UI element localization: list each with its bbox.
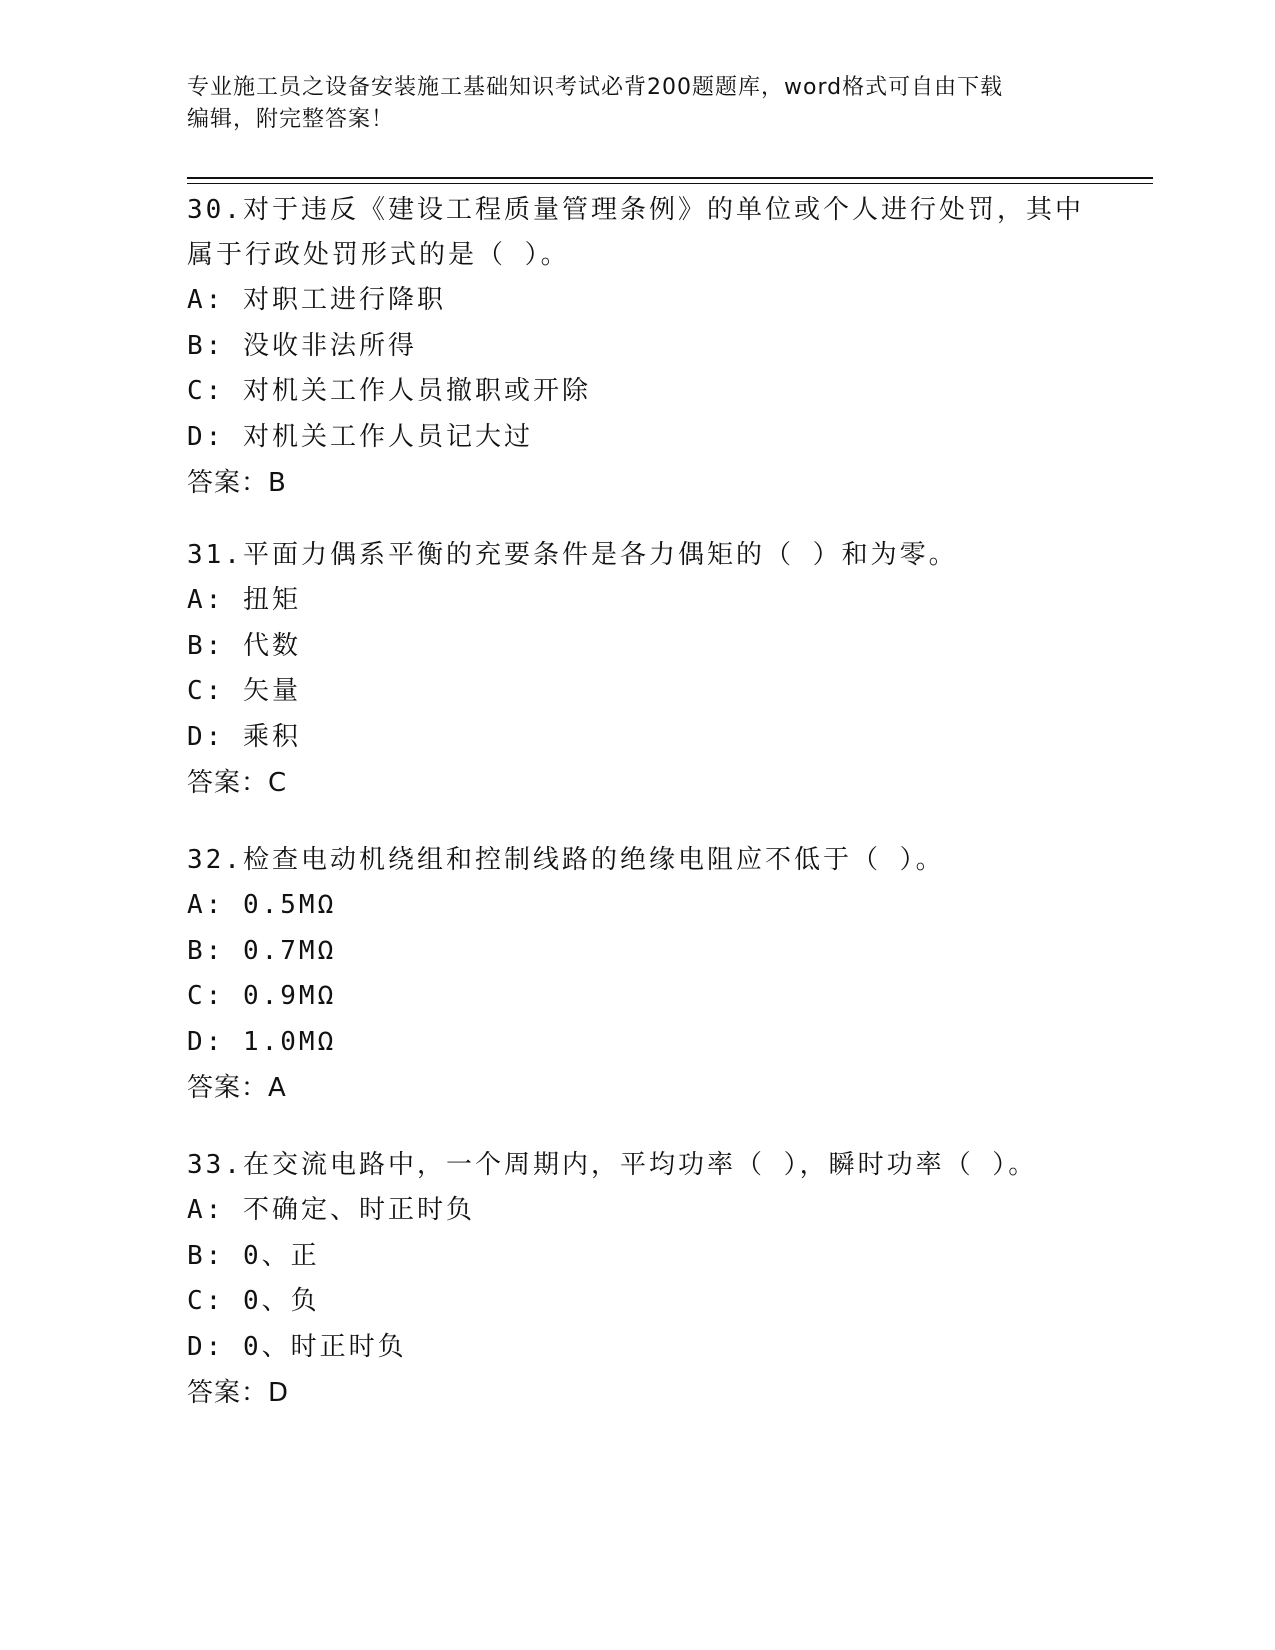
question-32 <box>187 838 1087 1111</box>
answer-label: 答案：C <box>187 768 288 799</box>
option-a: A: 0.5MΩ <box>187 890 337 920</box>
option-b: B: 代数 <box>187 630 301 661</box>
document-header <box>187 72 1087 136</box>
question-stem: 31.平面力偶系平衡的充要条件是各力偶矩的（ ）和为零。 <box>187 540 958 570</box>
option-d: D: 0、时正时负 <box>187 1331 407 1362</box>
option-d: D: 乘积 <box>187 721 301 752</box>
question-stem-continued: 属于行政处罚形式的是（ ）。 <box>187 240 570 270</box>
header-line-1: 专业施工员之设备安装施工基础知识考试必背200题题库，word格式可自由下载 <box>187 75 1004 100</box>
answer-label: 答案：A <box>187 1073 287 1104</box>
question-stem: 30.对于违反《建设工程质量管理条例》的单位或个人进行处罚，其中 <box>187 195 1084 225</box>
question-30 <box>187 188 1087 506</box>
option-a: A: 扭矩 <box>187 585 301 615</box>
option-a: A: 不确定、时正时负 <box>187 1195 475 1225</box>
option-d: D: 1.0MΩ <box>187 1026 337 1057</box>
question-33 <box>187 1143 1087 1416</box>
question-stem: 33.在交流电路中，一个周期内，平均功率（ ），瞬时功率（ ）。 <box>187 1150 1038 1180</box>
header-line-2: 编辑，附完整答案！ <box>187 107 395 132</box>
answer-label: 答案：D <box>187 1378 290 1409</box>
option-b: B: 没收非法所得 <box>187 330 417 361</box>
option-c: C: 0、负 <box>187 1286 320 1317</box>
header-divider-thin <box>187 183 1153 184</box>
option-c: C: 0.9MΩ <box>187 981 337 1012</box>
answer-label: 答案：B <box>187 468 287 499</box>
option-a: A: 对职工进行降职 <box>187 285 446 315</box>
option-d: D: 对机关工作人员记大过 <box>187 421 533 452</box>
option-c: C: 矢量 <box>187 676 301 707</box>
question-31 <box>187 533 1087 806</box>
option-b: B: 0.7MΩ <box>187 935 337 966</box>
option-b: B: 0、正 <box>187 1240 320 1271</box>
question-stem: 32.检查电动机绕组和控制线路的绝缘电阻应不低于（ ）。 <box>187 845 945 875</box>
header-divider-thick <box>187 177 1153 179</box>
option-c: C: 对机关工作人员撤职或开除 <box>187 376 591 407</box>
